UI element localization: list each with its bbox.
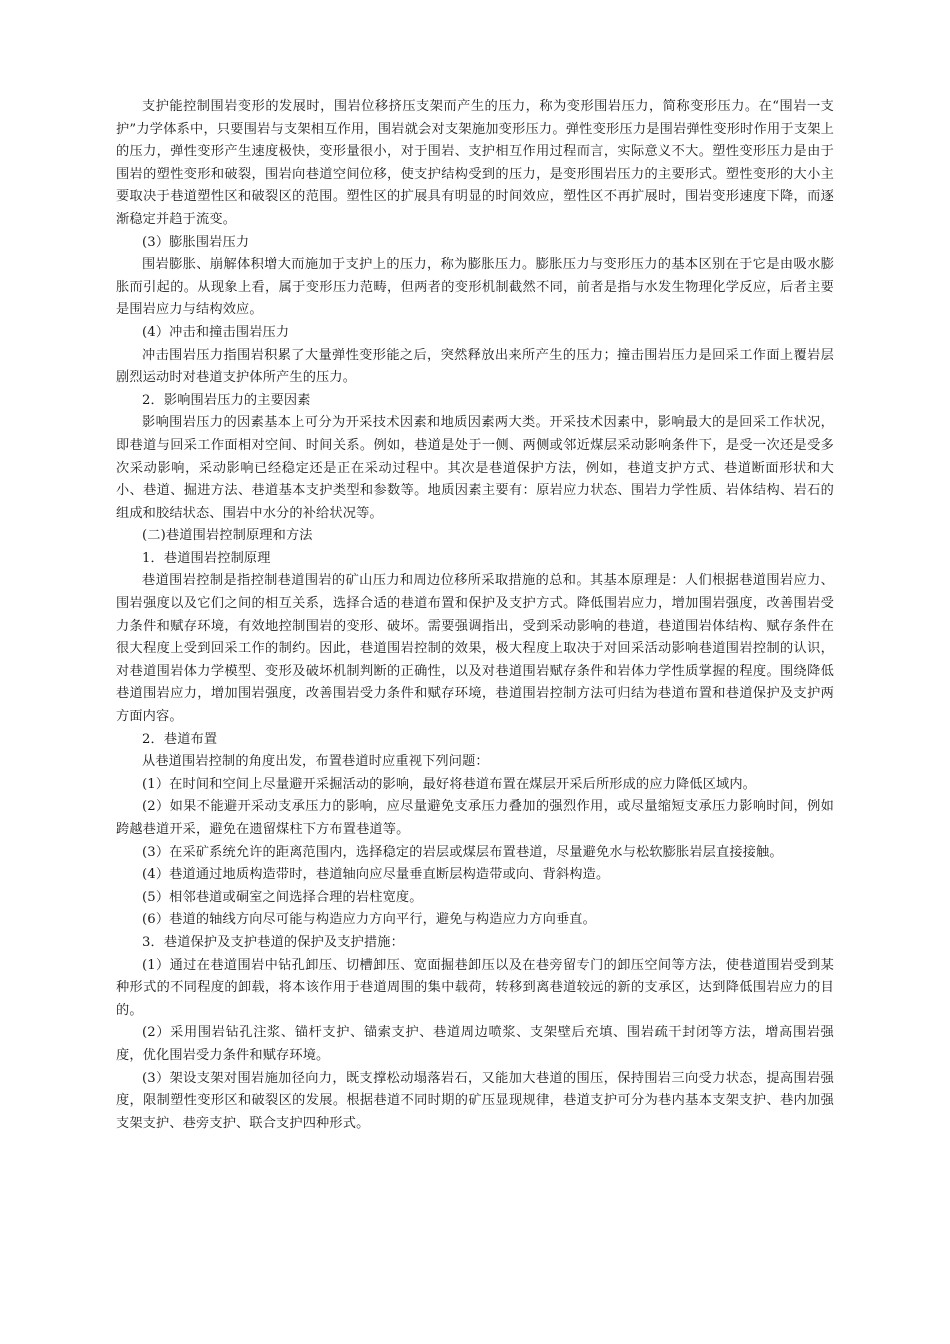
paragraph-layout-intro: 从巷道围岩控制的角度出发，布置巷道时应重视下列问题： (142, 754, 489, 770)
document-body (116, 96, 834, 1135)
paragraph-swelling-pressure: 围岩膨胀、崩解体积增大而施加于支护上的压力，称为膨胀压力。膨胀压力与变形压力的基本区别在于它是由吸水膨胀而引起的。从现象上看，属于变形压力范畴，但两者的变形机制截然不同，前者是指与水发生物理化学反应，后者主要是围岩应力与结构效应。 (116, 257, 834, 318)
subsection-heading-roadway-layout: 2．巷道布置 (142, 731, 218, 747)
list-item-layout-5: (5）相邻巷道或硐室之间选择合理的岩柱宽度。 (142, 889, 423, 905)
list-item-layout-6: (6）巷道的轴线方向尽可能与构造应力方向平行，避免与构造应力方向垂直。 (142, 912, 596, 928)
paragraph-influencing-factors: 影响围岩压力的因素基本上可分为开采技术因素和地质因素两大类。开采技术因素中，影响最大的是回采工作状况，即巷道与回采工作面相对空间、时间关系。例如，巷道是处于一侧、两侧或邻近煤层采动影响条件下，是受一次还是受多次采动影响，采动影响已经稳定还是正在采动过程中。其次是巷道保护方法，例如，巷道支护方式、巷道断面形状和大小、巷道、掘进方法、巷道基本支护类型和参数等。地质因素主要有：原岩应力状态、围岩力学性质、岩体结构、岩石的组成和胶结状态、围岩中水分的补给状况等。 (116, 415, 834, 521)
paragraph-deformation-pressure: 支护能控制围岩变形的发展时，围岩位移挤压支架而产生的压力，称为变形围岩压力，简称变形压力。在“围岩一支护”力学体系中，只要围岩与支架相互作用，围岩就会对支架施加变形压力。弹性变形压力是围岩弹性变形时作用于支架上的压力，弹性变形产生速度极快，变形量很小，对于围岩、支护相互作用过程而言，实际意义不大。塑性变形压力是由于围岩的塑性变形和破裂，围岩向巷道空间位移，使支护结构受到的压力，是变形围岩压力的主要形式。塑性变形的大小主要取决于巷道塑性区和破裂区的范围。塑性区的扩展具有明显的时间效应，塑性区不再扩展时，围岩变形速度下降，而逐渐稳定并趋于流变。 (116, 99, 834, 227)
list-item-support-2: (2）采用围岩钻孔注浆、锚杆支护、锚索支护、巷道周边喷浆、支架壁后充填、围岩疏干封闭等方法，增高围岩强度，优化围岩受力条件和赋存环境。 (116, 1025, 834, 1063)
paragraph-impact-pressure: 冲击围岩压力指围岩积累了大量弹性变形能之后，突然释放出来所产生的压力；撞击围岩压力是回采工作面上覆岩层剧烈运动时对巷道支护体所产生的压力。 (116, 347, 834, 386)
list-item-layout-4: (4）巷道通过地质构造带时，巷道轴向应尽量垂直断层构造带或向、背斜构造。 (142, 867, 610, 883)
section-heading-control-principles: (二)巷道围岩控制原理和方法 (142, 528, 313, 544)
paragraph-control-principle: 巷道围岩控制是指控制巷道围岩的矿山压力和周边位移所采取措施的总和。其基本原理是：人们根据巷道围岩应力、围岩强度以及它们之间的相互关系，选择合适的巷道布置和保护及支护方式。降低围岩应力，增加围岩强度，改善围岩受力条件和赋存环境，有效地控制围岩的变形、破坏。需要强调指出，受到采动影响的巷道，巷道围岩体结构、赋存条件在很大程度上受到回采工作的制约。因此，巷道围岩控制的效果，极大程度上取决于对回采活动影响巷道围岩控制的认识，对巷道围岩体力学模型、变形及破坏机制判断的正确性，以及对巷道围岩赋存条件和岩体力学性质掌握的程度。围绕降低巷道围岩应力，增加围岩强度，改善围岩受力条件和赋存环境，巷道围岩控制方法可归结为巷道布置和巷道保护及支护两方面内容。 (116, 573, 834, 725)
subsection-heading-control-principle: 1．巷道围岩控制原理 (142, 550, 271, 566)
item-heading-impact-pressure: (4）冲击和撞击围岩压力 (142, 324, 290, 340)
subsection-heading-protection-support: 3．巷道保护及支护巷道的保护及支护措施： (142, 934, 404, 950)
item-heading-swelling-pressure: (3）膨胀围岩压力 (142, 234, 250, 250)
section-heading-influencing-factors: 2．影响围岩压力的主要因素 (142, 392, 311, 408)
list-item-layout-1: (1）在时间和空间上尽量避开采掘活动的影响，最好将巷道布置在煤层开采后所形成的应力降低区域内。 (142, 776, 757, 792)
list-item-layout-2: (2）如果不能避开采动支承压力的影响，应尽量避免支承压力叠加的强烈作用，或尽量缩短支承压力影响时间，例如跨越巷道开采，避免在遗留煤柱下方布置巷道等。 (116, 799, 834, 837)
list-item-layout-3: (3）在采矿系统允许的距离范围内，选择稳定的岩层或煤层布置巷道，尽量避免水与松软膨胀岩层直接接触。 (142, 844, 783, 860)
list-item-support-1: (1）通过在巷道围岩中钻孔卸压、切槽卸压、宽面掘巷卸压以及在巷旁留专门的卸压空间等方法，使巷道围岩受到某种形式的不同程度的卸载，将本该作用于巷道周围的集中载荷，转移到离巷道较远的新的支承区，达到降低围岩应力的目的。 (116, 957, 834, 1018)
list-item-support-3: (3）架设支架对围岩施加径向力，既支撑松动塌落岩石，又能加大巷道的围压，保持围岩三向受力状态，提高围岩强度，限制塑性变形区和破裂区的发展。根据巷道不同时期的矿压显现规律，巷道支护可分为巷内基本支架支护、巷内加强支架支护、巷旁支护、联合支护四种形式。 (116, 1070, 834, 1131)
